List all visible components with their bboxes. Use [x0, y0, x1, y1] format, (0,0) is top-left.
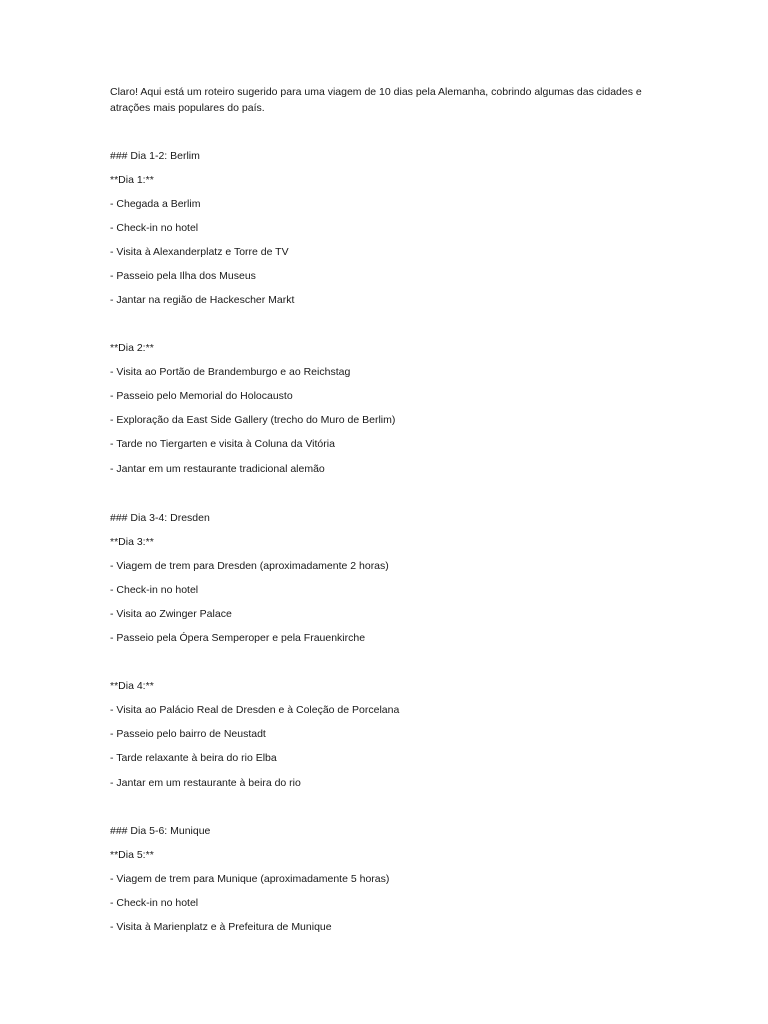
list-item: - Passeio pela Ópera Semperoper e pela Frauenkirche	[110, 632, 366, 644]
list-item: - Viagem de trem para Munique (aproximadamente 5 horas)	[110, 873, 390, 885]
list-item: - Visita ao Palácio Real de Dresden e à Coleção de Porcelana	[110, 704, 400, 716]
day-heading: **Dia 3:**	[110, 536, 154, 548]
list-item: - Check-in no hotel	[110, 584, 199, 596]
section-heading: ### Dia 1-2: Berlim	[110, 150, 200, 162]
list-item: - Viagem de trem para Dresden (aproximadamente 2 horas)	[110, 560, 389, 572]
list-item: - Exploração da East Side Gallery (trecho do Muro de Berlim)	[110, 414, 396, 426]
list-item: - Visita à Alexanderplatz e Torre de TV	[110, 246, 289, 258]
list-item: - Jantar em um restaurante à beira do rio	[110, 777, 301, 789]
list-item: - Visita à Marienplatz e à Prefeitura de Munique	[110, 921, 332, 933]
list-item: - Check-in no hotel	[110, 222, 199, 234]
list-item: - Visita ao Portão de Brandemburgo e ao Reichstag	[110, 366, 351, 378]
list-item: - Passeio pela Ilha dos Museus	[110, 270, 256, 282]
list-item: - Jantar na região de Hackescher Markt	[110, 294, 295, 306]
intro-paragraph: Claro! Aqui está um roteiro sugerido para uma viagem de 10 dias pela Alemanha, cobrindo algumas das cidades e atrações mais populares do país.	[110, 86, 642, 114]
section-heading: ### Dia 5-6: Munique	[110, 825, 211, 837]
list-item: - Passeio pelo Memorial do Holocausto	[110, 390, 293, 402]
list-item: - Passeio pelo bairro de Neustadt	[110, 728, 266, 740]
list-item: - Chegada a Berlim	[110, 198, 201, 210]
day-heading: **Dia 2:**	[110, 342, 154, 354]
day-heading: **Dia 4:**	[110, 680, 154, 692]
list-item: - Tarde no Tiergarten e visita à Coluna da Vitória	[110, 438, 335, 450]
day-heading: **Dia 1:**	[110, 174, 154, 186]
list-item: - Tarde relaxante à beira do rio Elba	[110, 752, 277, 764]
day-heading: **Dia 5:**	[110, 849, 154, 861]
list-item: - Jantar em um restaurante tradicional alemão	[110, 463, 325, 475]
list-item: - Check-in no hotel	[110, 897, 199, 909]
list-item: - Visita ao Zwinger Palace	[110, 608, 232, 620]
section-heading: ### Dia 3-4: Dresden	[110, 512, 210, 524]
